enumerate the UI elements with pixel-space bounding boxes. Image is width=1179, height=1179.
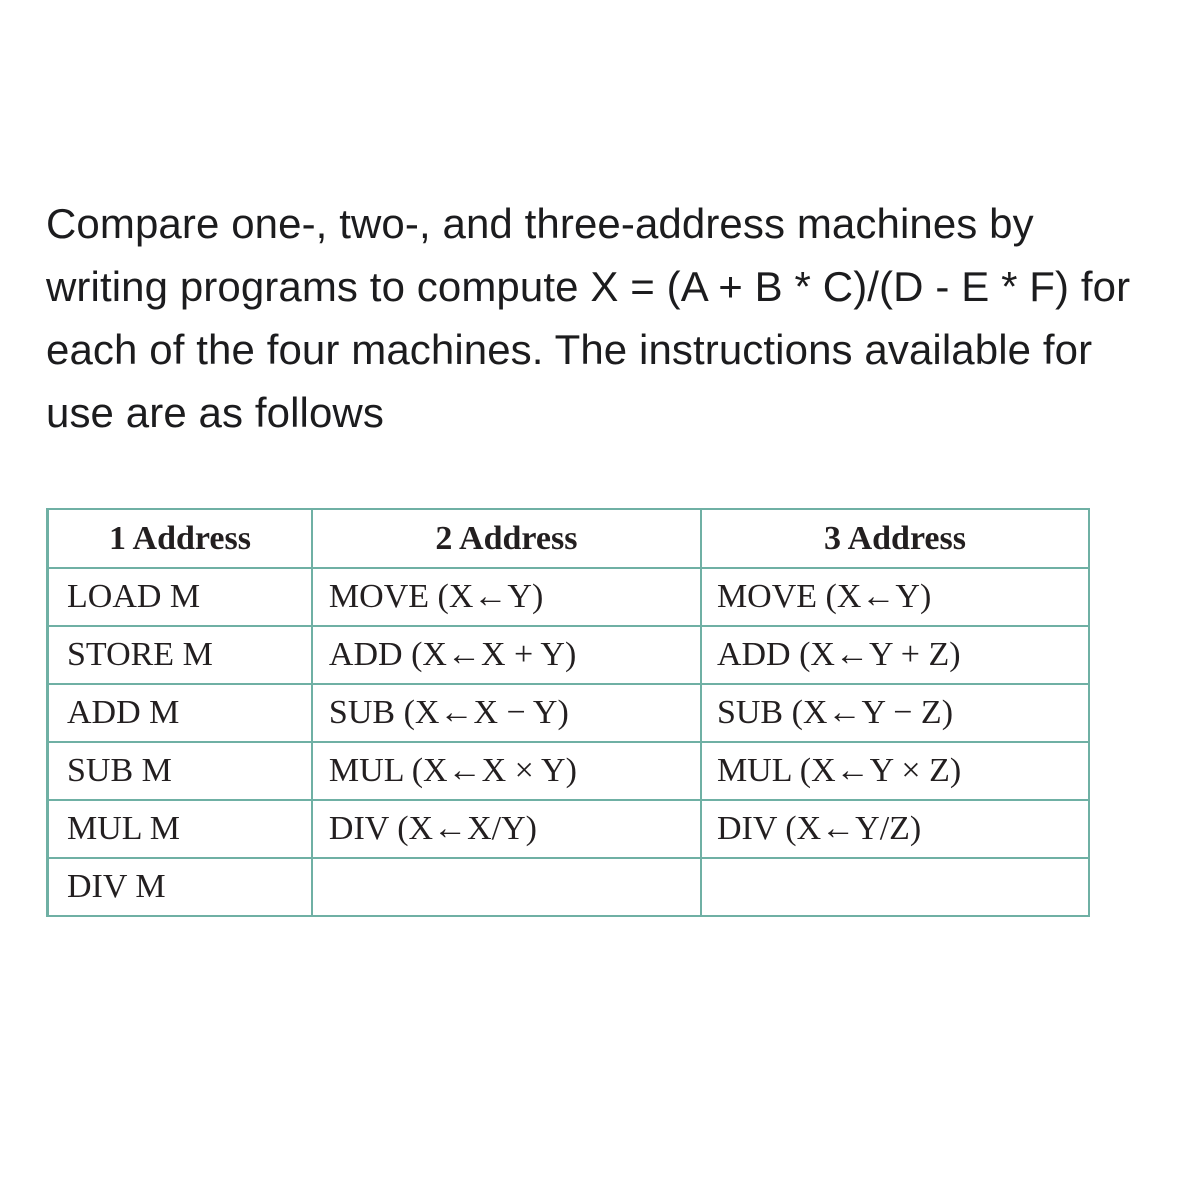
table-row bbox=[48, 742, 1090, 800]
cell-3-address: DIV (X←Y/Z) bbox=[701, 800, 1089, 858]
table-header-row bbox=[48, 509, 1090, 568]
cell-2-address: DIV (X←X/Y) bbox=[312, 800, 701, 858]
cell-3-address-empty bbox=[701, 858, 1089, 916]
cell-2-address: MOVE (X←Y) bbox=[312, 568, 701, 626]
question-text: Compare one-, two-, and three-address machines by writing programs to compute X = (A + B * C)/(D - E * F) for each of the four machines. The instructions available for use are as follows bbox=[46, 200, 1131, 436]
cell-1-address: MUL M bbox=[48, 800, 312, 858]
cell-2-address: SUB (X←X − Y) bbox=[312, 684, 701, 742]
cell-3-address: ADD (X←Y + Z) bbox=[701, 626, 1089, 684]
table-row bbox=[48, 800, 1090, 858]
cell-2-address-empty bbox=[312, 858, 701, 916]
header-3-address: 3 Address bbox=[701, 509, 1089, 568]
header-2-address: 2 Address bbox=[312, 509, 701, 568]
cell-1-address: LOAD M bbox=[48, 568, 312, 626]
cell-3-address: MUL (X←Y × Z) bbox=[701, 742, 1089, 800]
table-row bbox=[48, 568, 1090, 626]
table-row bbox=[48, 684, 1090, 742]
cell-1-address: STORE M bbox=[48, 626, 312, 684]
cell-1-address: ADD M bbox=[48, 684, 312, 742]
table-row bbox=[48, 626, 1090, 684]
cell-1-address: SUB M bbox=[48, 742, 312, 800]
cell-3-address: SUB (X←Y − Z) bbox=[701, 684, 1089, 742]
instruction-table bbox=[46, 508, 1090, 917]
header-1-address: 1 Address bbox=[48, 509, 312, 568]
cell-3-address: MOVE (X←Y) bbox=[701, 568, 1089, 626]
cell-2-address: MUL (X←X × Y) bbox=[312, 742, 701, 800]
cell-2-address: ADD (X←X + Y) bbox=[312, 626, 701, 684]
table-row bbox=[48, 858, 1090, 916]
cell-1-address: DIV M bbox=[48, 858, 312, 916]
